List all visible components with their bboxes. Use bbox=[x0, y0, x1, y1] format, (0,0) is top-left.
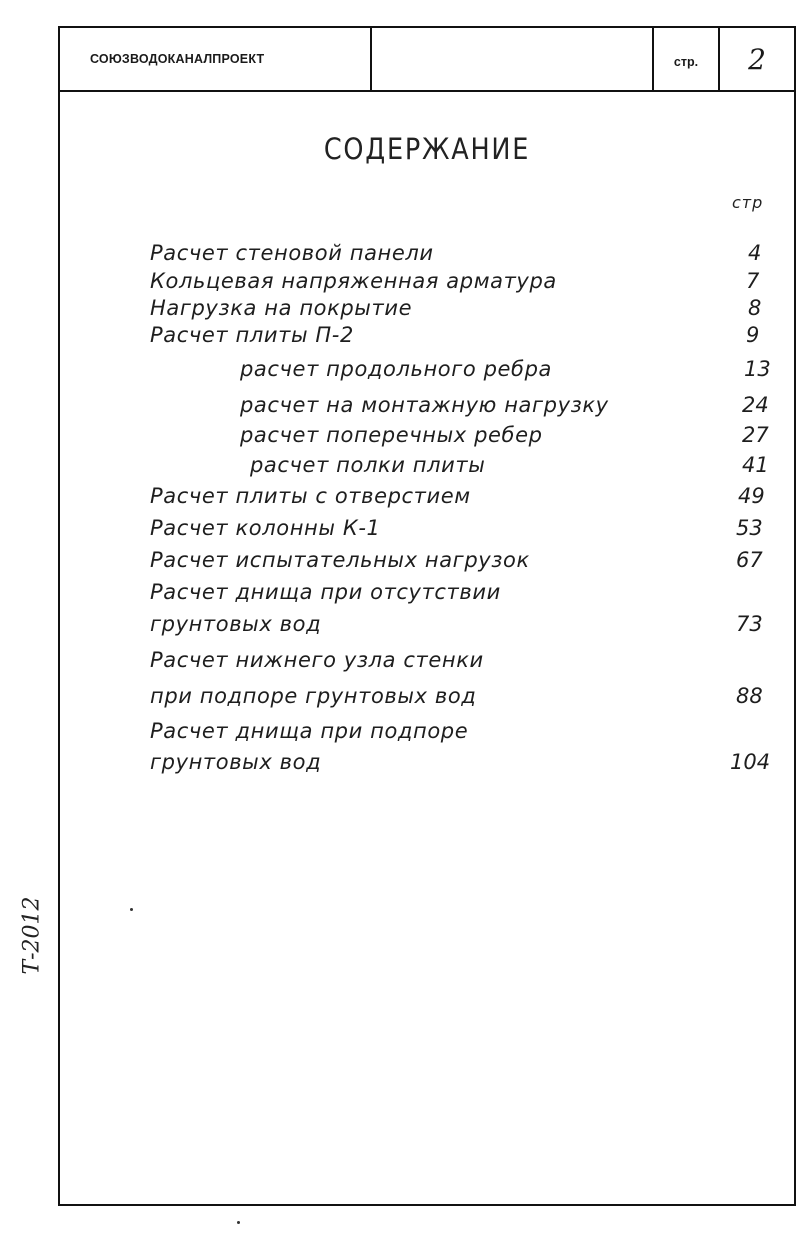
toc-entry bbox=[150, 510, 380, 540]
toc-entry-text: при подпоре грунтовых вод bbox=[150, 684, 477, 708]
toc-entry bbox=[240, 351, 552, 381]
title-block-blank-cell bbox=[372, 28, 654, 90]
toc-entry-text: Расчет нижнего узла стенки bbox=[150, 648, 484, 672]
toc-entry-page: 13 bbox=[744, 357, 771, 381]
toc-entry-text: Нагрузка на покрытие bbox=[150, 296, 413, 320]
toc-entry-page: 67 bbox=[736, 548, 763, 572]
toc-entry-page: 88 bbox=[736, 684, 763, 708]
scan-mark bbox=[237, 1221, 240, 1224]
toc-entry bbox=[150, 713, 468, 743]
toc-entry-page: 9 bbox=[746, 323, 760, 347]
toc-entry bbox=[150, 678, 476, 708]
toc-entry bbox=[150, 235, 434, 265]
toc-entry-text: Расчет испытательных нагрузок bbox=[150, 548, 530, 572]
toc-entry bbox=[240, 387, 609, 417]
side-note-document-code bbox=[12, 830, 52, 1040]
toc-entry-page: 8 bbox=[748, 296, 762, 320]
toc-entry bbox=[150, 317, 354, 347]
toc-entry-page: 7 bbox=[746, 269, 760, 293]
toc-entry-text: грунтовых вод bbox=[150, 612, 322, 636]
toc-entry-text: Расчет колонны К-1 bbox=[150, 516, 381, 540]
document-frame bbox=[58, 26, 796, 1206]
toc-entry-page: 73 bbox=[736, 612, 763, 636]
toc-entry bbox=[240, 417, 543, 447]
page-label: стр. bbox=[654, 28, 720, 90]
toc-entry-text: расчет полки плиты bbox=[250, 453, 486, 477]
toc-entry bbox=[150, 574, 501, 604]
toc-entry-text: расчет продольного ребра bbox=[240, 357, 552, 381]
organization-name: СОЮЗВОДОКАНАЛПРОЕКТ bbox=[60, 28, 372, 90]
toc-entry-page: 49 bbox=[738, 484, 765, 508]
side-note-text: Т-2012 bbox=[19, 895, 45, 975]
toc-entry bbox=[150, 478, 471, 508]
toc-entry-text: Расчет днища при подпоре bbox=[150, 719, 469, 743]
toc-entry bbox=[150, 642, 484, 672]
page-title: СОДЕРЖАНИЕ bbox=[323, 132, 531, 166]
toc-entry-text: Расчет стеновой панели bbox=[150, 241, 434, 265]
toc-entry-text: Расчет днища при отсутствии bbox=[150, 580, 501, 604]
toc-entry-page: 24 bbox=[742, 393, 769, 417]
toc-entry bbox=[150, 542, 530, 572]
toc-entry bbox=[150, 606, 321, 636]
toc-entry-text: Кольцевая напряженная арматура bbox=[150, 269, 557, 293]
toc-entry-text: Расчет плиты П-2 bbox=[150, 323, 354, 347]
toc-entry-page: 27 bbox=[742, 423, 769, 447]
toc-entry-text: расчет на монтажную нагрузку bbox=[240, 393, 609, 417]
toc-entry-page: 53 bbox=[736, 516, 763, 540]
toc-entry-text: расчет поперечных ребер bbox=[240, 423, 543, 447]
title-block bbox=[60, 28, 794, 92]
toc-entry bbox=[250, 447, 485, 477]
toc-entry-text: грунтовых вод bbox=[150, 750, 322, 774]
toc-entry-text: Расчет плиты с отверстием bbox=[150, 484, 471, 508]
page-column-header: стр bbox=[732, 193, 764, 212]
scan-mark bbox=[130, 908, 133, 911]
toc-entry-page: 41 bbox=[742, 453, 769, 477]
toc-entry-page: 4 bbox=[748, 241, 762, 265]
toc-entry-page: 104 bbox=[730, 750, 771, 774]
toc-entry bbox=[150, 263, 557, 293]
toc-entry bbox=[150, 744, 321, 774]
toc-entry bbox=[150, 290, 412, 320]
page-number: 2 bbox=[748, 42, 766, 76]
